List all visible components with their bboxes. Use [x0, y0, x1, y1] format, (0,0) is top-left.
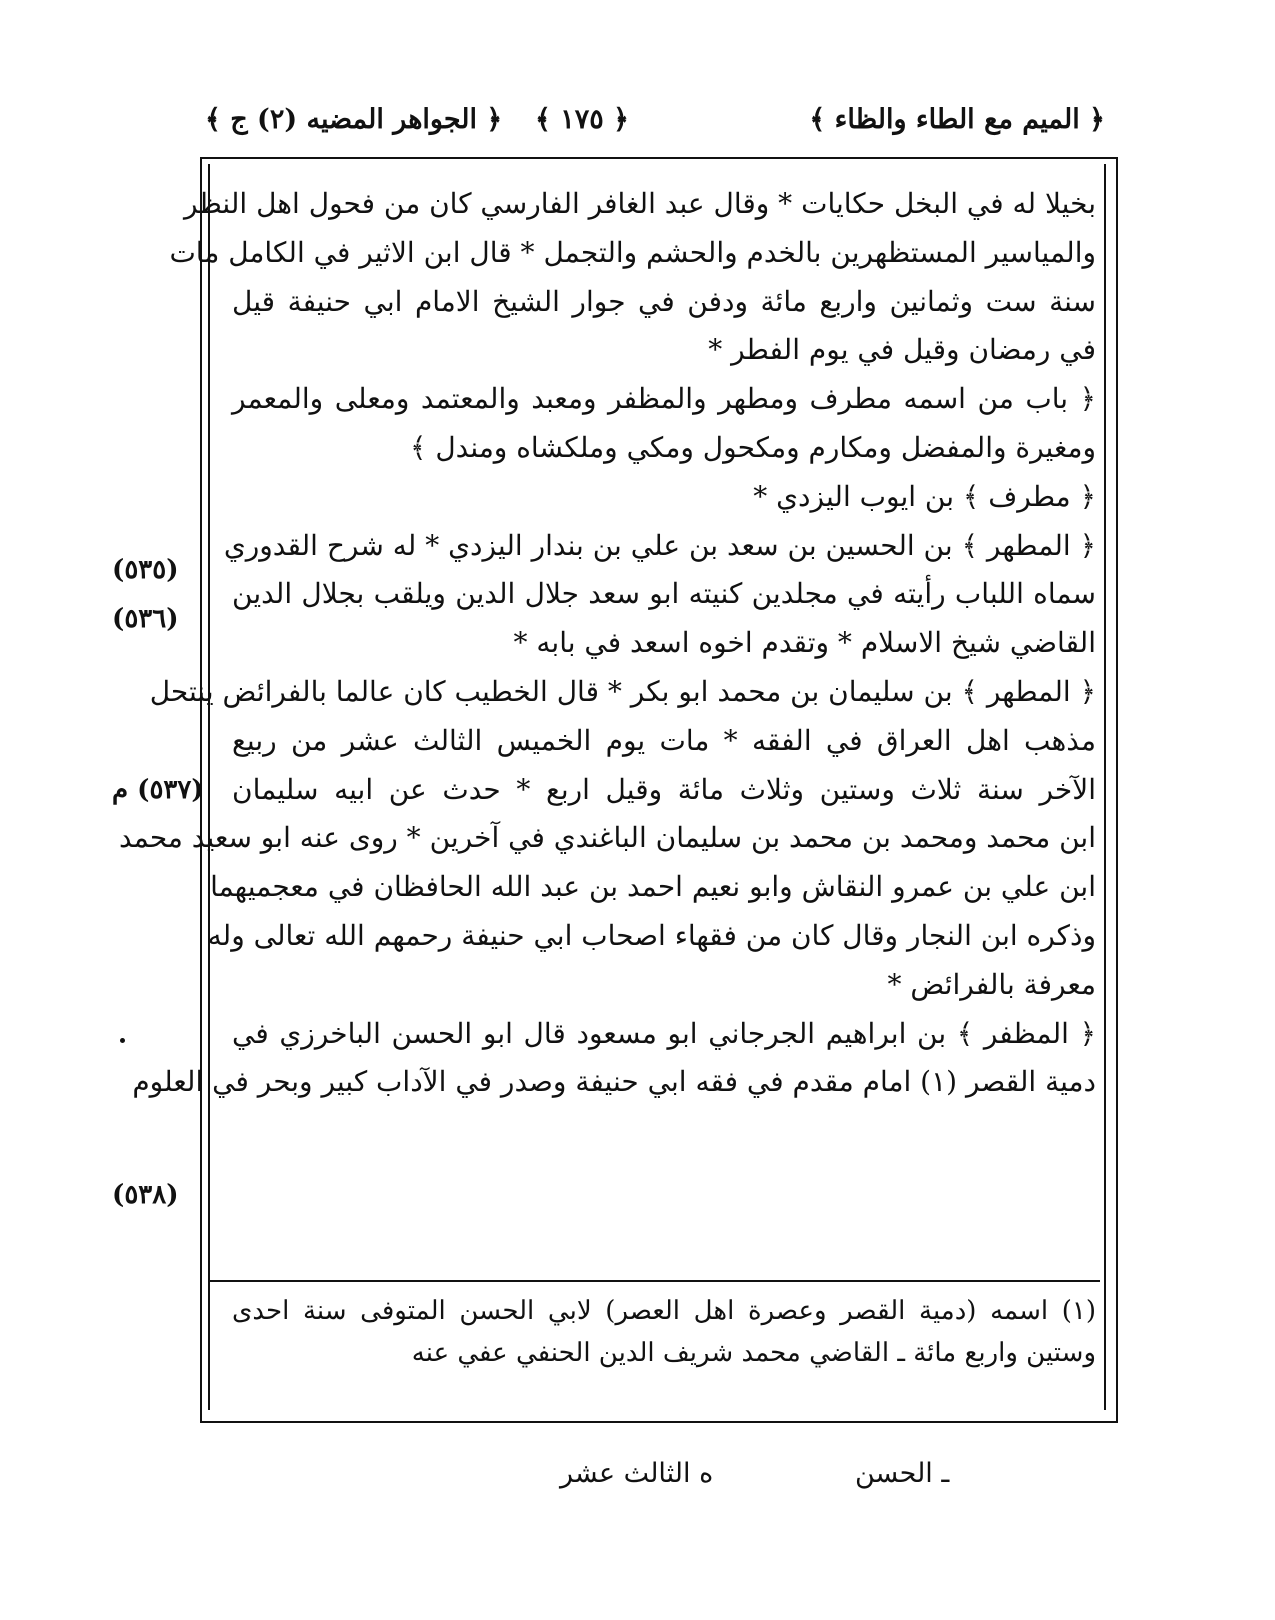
text-line: في رمضان وقيل في يوم الفطر *: [708, 333, 1096, 367]
entry-number: (٥٣٨): [112, 1180, 179, 1210]
entry-heading: ﴿ المظفر ﴾ بن ابراهيم الجرجاني ابو مسعود قال ابو الحسن الباخرزي في: [232, 1016, 1096, 1050]
entry-number: (٥٣٦): [112, 604, 179, 634]
footnote-line: (١) اسمه (دمية القصر وعصرة اهل العصر) لابي الحسن المتوفى سنة احدى: [232, 1296, 1096, 1326]
catchword-left: ه الثالث عشر: [560, 1458, 714, 1489]
footnote-line: وستين واربع مائة ـ القاضي محمد شريف الدين الحنفي عفي عنه: [411, 1338, 1096, 1368]
entry-number: (٥٣٧) م: [112, 775, 204, 805]
text-line: مذهب اهل العراق في الفقه * مات يوم الخميس الثالث عشر من ربيع: [232, 723, 1096, 757]
header-book-title: ﴿ الجواهر المضيه (٢) ج ﴾: [205, 104, 503, 135]
footnote-divider: [210, 1280, 1100, 1282]
text-line: بخيلا له في البخل حكايات * وقال عبد الغافر الفارسي كان من فحول اهل النظر: [184, 187, 1096, 220]
running-header: [205, 100, 1105, 152]
chapter-heading: ﴿ باب من اسمه مطرف ومطهر والمظفر ومعبد والمعتمد ومعلى والمعمر: [232, 382, 1096, 416]
catchword-right: ـ الحسن: [855, 1458, 950, 1489]
entry-number: (٥٣٥): [112, 555, 179, 585]
entry-heading: ﴿ المطهر ﴾ بن سليمان بن محمد ابو بكر * قال الخطيب كان عالما بالفرائض ينتحل: [149, 674, 1096, 708]
footnotes: [232, 1290, 1096, 1374]
chapter-heading: ومغيرة والمفضل ومكارم ومكحول ومكي وملكشاه ومندل ﴾: [410, 430, 1096, 464]
text-line: سماه اللباب رأيته في مجلدين كنيته ابو سعد جلال الدين ويلقب بجلال الدين: [232, 577, 1096, 611]
entry-heading: ﴿ مطرف ﴾ بن ايوب اليزدي *: [753, 479, 1096, 513]
text-line: وذكره ابن النجار وقال كان من فقهاء اصحاب ابي حنيفة رحمهم الله تعالى وله: [207, 918, 1096, 952]
text-line: الآخر سنة ثلاث وستين وثلاث مائة وقيل اربع * حدث عن ابيه سليمان: [232, 772, 1096, 806]
entry-heading: ﴿ المطهر ﴾ بن الحسين بن سعد بن علي بن بندار اليزدي * له شرح القدوري: [223, 528, 1096, 562]
header-section-title: ﴿ الميم مع الطاء والظاء ﴾: [809, 104, 1105, 135]
text-line: سنة ست وثمانين واربع مائة ودفن في جوار الشيخ الامام ابي حنيفة قيل: [232, 284, 1096, 318]
text-line: القاضي شيخ الاسلام * وتقدم اخوه اسعد في بابه *: [513, 626, 1096, 660]
text-line: ابن علي بن عمرو النقاش وابو نعيم احمد بن عبد الله الحافظان في معجميهما: [210, 870, 1096, 904]
text-line: والمياسير المستظهرين بالخدم والحشم والتجمل * قال ابن الاثير في الكامل مات: [169, 235, 1096, 269]
text-line: معرفة بالفرائض *: [887, 967, 1096, 1001]
stray-dot: [120, 1038, 125, 1043]
header-page-number: ﴿ ١٧٥ ﴾: [535, 104, 629, 135]
text-line: دمية القصر (١) امام مقدم في فقه ابي حنيفة وصدر في الآداب كبير وبحر في العلوم: [132, 1065, 1096, 1099]
text-line: ابن محمد ومحمد بن محمد بن سليمان الباغندي في آخرين * روى عنه ابو سعيد محمد: [118, 821, 1096, 855]
